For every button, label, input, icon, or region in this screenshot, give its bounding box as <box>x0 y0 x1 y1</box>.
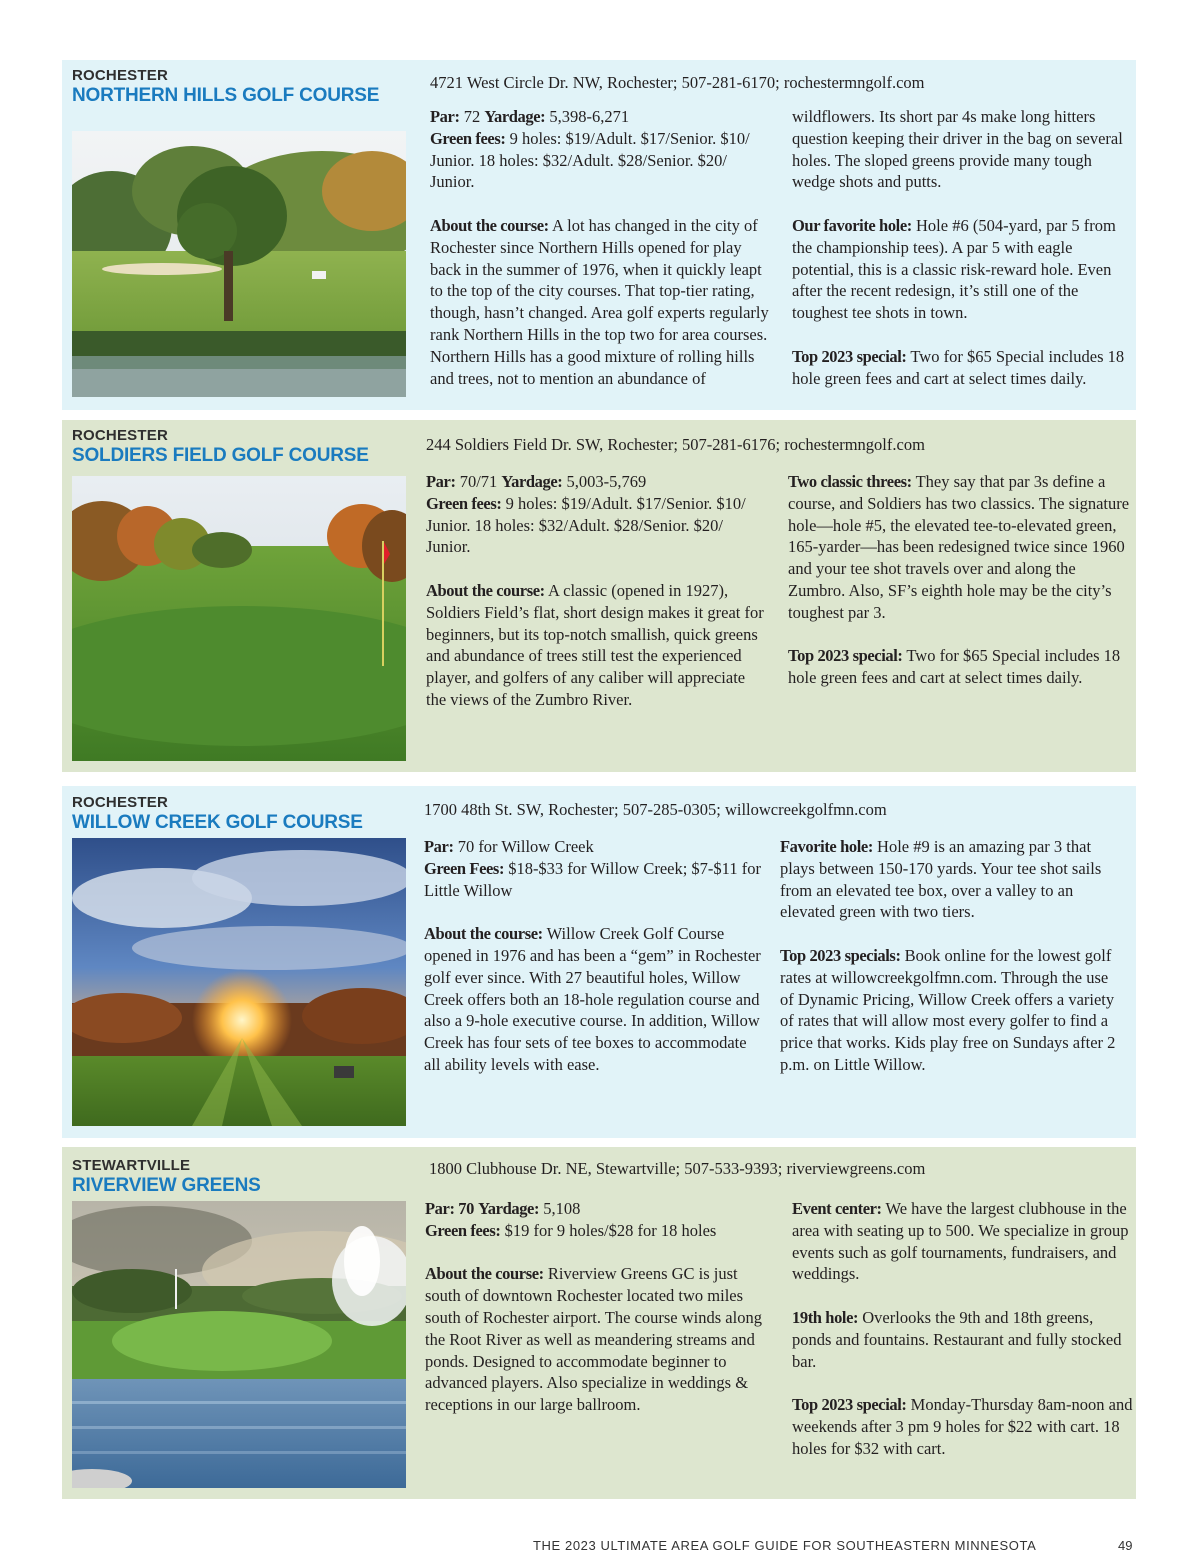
yardage-label: Yardage: <box>484 107 546 126</box>
feature-label: Event center: <box>792 1199 882 1218</box>
page-number: 49 <box>1118 1538 1133 1553</box>
course-special <box>792 346 1132 390</box>
par-label: Par: 70 <box>425 1199 474 1218</box>
par-label: Par: <box>424 837 454 856</box>
course-northern-hills <box>62 60 1136 410</box>
course-soldiers-field <box>62 420 1136 772</box>
feature-text: We have the largest clubhouse in the area with seating up to 500. We specialize in group events such as golf tournaments, fundraisers, and weddings. <box>792 1199 1129 1284</box>
about-text: A lot has changed in the city of Rochester since Northern Hills opened for play back in the summer of 1976, when it quickly leapt to the top of the city courses. That top-tier rating, though, hasn’t changed. Area golf experts regularly rank Northern Hills in the top two for area courses. Northern Hills has a good mixture of rolling hills and trees, not to mention an abundance of <box>430 215 769 388</box>
course-name: NORTHERN HILLS GOLF COURSE <box>72 85 380 106</box>
course-left-column <box>425 1198 770 1416</box>
course-feature <box>792 215 1132 324</box>
course-city: ROCHESTER <box>72 67 168 84</box>
about-text: Willow Creek Golf Course opened in 1976 and has been a “gem” in Rochester golf ever since. With 27 beautiful holes, Willow Creek offers both an 18-hole regulation course and also a 9-hole executive course. In addition, Willow Creek has four sets of tee boxes to accommodate all ability levels with ease. <box>424 924 761 1074</box>
yardage-label: Yardage: <box>478 1199 540 1218</box>
feature-text: Hole #9 is an amazing par 3 that plays between 150-170 yards. Your tee shot sails from an elevated tee box, over a valley to an elevated green with two tiers. <box>780 837 1102 922</box>
willow-creek-photo-image <box>72 838 406 1126</box>
par-value: 72 <box>459 107 485 126</box>
special-text: Book online for the lowest golf rates at willowcreekgolfmn.com. Through the use of Dynamic Pricing, Willow Creek offers a variety of rates that will allow most every golfer to find a price that works. Kids play free on Sundays after 2 p.m. on Little Willow. <box>780 945 1116 1074</box>
extra-text: Overlooks the 9th and 18th greens, ponds and fountains. Restaurant and fully stocked bar. <box>792 1307 1122 1371</box>
riverview-greens-photo-image <box>72 1201 406 1488</box>
yardage-value: 5,003-5,769 <box>562 472 647 491</box>
soldiers-field-photo-image <box>72 476 406 761</box>
yardage-value: 5,108 <box>539 1199 581 1218</box>
fees-label: Green fees: <box>430 128 506 148</box>
special-text: Monday-Thursday 8am-noon and weekends after 3 pm 9 holes for $22 with cart. 18 holes for $32 with cart. <box>792 1395 1133 1458</box>
course-right-column <box>792 1198 1134 1460</box>
course-left-column <box>430 106 770 389</box>
course-about <box>430 215 770 389</box>
course-willow-creek <box>62 786 1136 1138</box>
course-extra <box>792 1307 1134 1372</box>
yardage-value: 5,398-6,271 <box>545 107 630 126</box>
yardage-label: Yardage: <box>501 472 563 491</box>
course-photo <box>72 131 406 397</box>
course-right-column <box>780 836 1120 1076</box>
course-stats <box>430 106 770 193</box>
feature-text: They say that par 3s define a course, and Soldiers has two classics. The signature hole—hole #5, the elevated tee-to-elevated green, 165-yarder—has been redesigned twice since 1960 and your tee shot travels over and along the Zumbro. Also, SF’s eighth hole may be the city’s toughest par 3. <box>788 472 1130 622</box>
fees-label: Green fees: <box>425 1220 501 1240</box>
feature-label: Our favorite hole: <box>792 215 912 235</box>
course-riverview-greens <box>62 1147 1136 1499</box>
fees-label: Green fees: <box>426 493 502 513</box>
course-right-column <box>792 106 1132 389</box>
special-text: Two for $65 Special includes 18 hole green fees and cart at select times daily. <box>792 346 1125 388</box>
course-intro: wildflowers. Its short par 4s make long hitters question keeping their driver in the bag on several holes. The sloped greens provide many tough wedge shots and putts. <box>792 107 1123 192</box>
about-label: About the course: <box>430 215 549 235</box>
fees-label: Green Fees: <box>424 858 505 878</box>
course-address: 1800 Clubhouse Dr. NE, Stewartville; 507-533-9393; riverviewgreens.com <box>429 1159 926 1178</box>
course-feature <box>780 836 1120 923</box>
course-address: 4721 West Circle Dr. NW, Rochester; 507-281-6170; rochestermngolf.com <box>430 73 925 92</box>
par-label: Par: <box>430 107 460 126</box>
fees-value: 9 holes: $19/Adult. $17/Senior. $10/ Junior. 18 holes: $32/Adult. $28/Senior. $20/ Junior. <box>426 493 746 557</box>
course-special <box>792 1394 1134 1459</box>
feature-label: Favorite hole: <box>780 837 873 856</box>
course-stats <box>424 836 764 901</box>
special-label: Top 2023 special: <box>792 1395 907 1415</box>
par-label: Par: <box>426 472 456 491</box>
feature-text: Hole #6 (504-yard, par 5 from the championship tees). A par 5 with eagle potential, this is a classic risk-reward hole. Even after the recent redesign, it’s still one of the toughest tee shots in town. <box>792 215 1116 323</box>
course-name: SOLDIERS FIELD GOLF COURSE <box>72 445 369 466</box>
special-label: Top 2023 specials: <box>780 945 901 965</box>
course-about <box>425 1263 770 1416</box>
course-left-column <box>426 471 766 711</box>
course-address: 1700 48th St. SW, Rochester; 507-285-0305; willowcreekgolfmn.com <box>424 800 887 819</box>
course-photo <box>72 838 406 1126</box>
about-text: Riverview Greens GC is just south of downtown Rochester located two miles south of Rochester airport. The course winds along the Root River as well as meandering streams and ponds. Designed to accommodate beginner to advanced players. Also specialize in weddings & receptions in our large ballroom. <box>425 1264 762 1415</box>
northern-hills-photo-image <box>72 131 406 397</box>
course-name: RIVERVIEW GREENS <box>72 1175 261 1196</box>
course-photo <box>72 476 406 761</box>
par-value: 70 for Willow Creek <box>453 837 594 856</box>
course-city: STEWARTVILLE <box>72 1157 191 1174</box>
course-special <box>780 945 1120 1076</box>
special-text: Two for $65 Special includes 18 hole green fees and cart at select times daily. <box>788 646 1121 688</box>
fees-value: $19 for 9 holes/$28 for 18 holes <box>500 1220 717 1240</box>
about-label: About the course: <box>425 1264 544 1284</box>
special-label: Top 2023 special: <box>788 646 903 666</box>
course-address: 244 Soldiers Field Dr. SW, Rochester; 507-281-6176; rochestermngolf.com <box>426 435 925 454</box>
course-city: ROCHESTER <box>72 794 168 811</box>
course-right-column <box>788 471 1132 689</box>
par-value: 70/71 <box>455 472 502 491</box>
course-name: WILLOW CREEK GOLF COURSE <box>72 812 363 833</box>
about-label: About the course: <box>424 924 543 944</box>
about-label: About the course: <box>426 580 545 600</box>
course-stats <box>426 471 766 558</box>
course-city: ROCHESTER <box>72 427 168 444</box>
footer-title: THE 2023 ULTIMATE AREA GOLF GUIDE FOR SOUTHEASTERN MINNESOTA <box>533 1538 1037 1553</box>
feature-label: Two classic threes: <box>788 472 912 491</box>
course-feature <box>792 1198 1134 1285</box>
course-about <box>426 580 766 711</box>
course-about <box>424 923 764 1076</box>
course-feature <box>788 471 1132 624</box>
course-photo <box>72 1201 406 1488</box>
about-text: A classic (opened in 1927), Soldiers Field’s flat, short design makes it great for beginners, but its top-notch smallish, quick greens and abundance of trees still test the experienced player, and golfers of any caliber will appreciate the views of the Zumbro River. <box>426 580 764 709</box>
course-left-column <box>424 836 764 1076</box>
course-special <box>788 645 1132 689</box>
course-stats <box>425 1198 770 1242</box>
fees-value: 9 holes: $19/Adult. $17/Senior. $10/ Junior. 18 holes: $32/Adult. $28/Senior. $20/ Junior. <box>430 128 750 192</box>
fees-value: $18-$33 for Willow Creek; $7-$11 for Little Willow <box>424 858 761 900</box>
extra-label: 19th hole: <box>792 1307 859 1327</box>
special-label: Top 2023 special: <box>792 346 907 366</box>
